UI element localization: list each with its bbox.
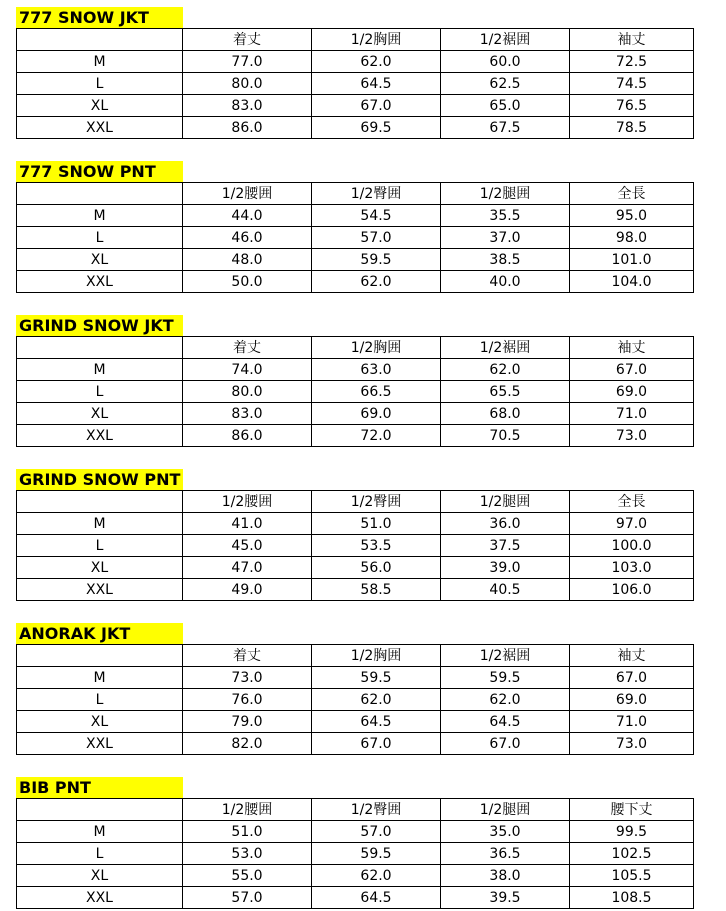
size-table bbox=[16, 336, 694, 447]
measurement-cell: 69.5 bbox=[312, 117, 441, 139]
chart-title: BIB PNT bbox=[19, 778, 91, 797]
size-chart-block bbox=[0, 469, 726, 601]
header-corner-cell bbox=[17, 491, 183, 513]
measurement-cell: 64.5 bbox=[312, 887, 441, 909]
column-header: 着丈 bbox=[183, 29, 312, 51]
column-header: 1/2裾囲 bbox=[441, 29, 570, 51]
column-header: 1/2胸囲 bbox=[312, 29, 441, 51]
header-corner-cell bbox=[17, 337, 183, 359]
measurement-cell: 62.0 bbox=[312, 51, 441, 73]
table-row bbox=[17, 403, 694, 425]
size-label: L bbox=[17, 381, 183, 403]
column-header: 1/2臀囲 bbox=[312, 183, 441, 205]
size-label: M bbox=[17, 513, 183, 535]
measurement-cell: 65.5 bbox=[441, 381, 570, 403]
measurement-cell: 99.5 bbox=[570, 821, 694, 843]
measurement-cell: 38.0 bbox=[441, 865, 570, 887]
size-label: XXL bbox=[17, 271, 183, 293]
size-chart-block bbox=[0, 315, 726, 447]
measurement-cell: 86.0 bbox=[183, 117, 312, 139]
table-row bbox=[17, 689, 694, 711]
chart-title-highlight bbox=[16, 469, 183, 491]
table-row bbox=[17, 249, 694, 271]
header-corner-cell bbox=[17, 29, 183, 51]
table-row bbox=[17, 579, 694, 601]
header-corner-cell bbox=[17, 183, 183, 205]
size-table bbox=[16, 28, 694, 139]
chart-title: ANORAK JKT bbox=[19, 624, 131, 643]
measurement-cell: 72.5 bbox=[570, 51, 694, 73]
table-row bbox=[17, 73, 694, 95]
measurement-cell: 63.0 bbox=[312, 359, 441, 381]
measurement-cell: 73.0 bbox=[570, 425, 694, 447]
table-row bbox=[17, 865, 694, 887]
measurement-cell: 64.5 bbox=[312, 73, 441, 95]
column-header: 1/2腿囲 bbox=[441, 799, 570, 821]
measurement-cell: 103.0 bbox=[570, 557, 694, 579]
size-label: XL bbox=[17, 95, 183, 117]
measurement-cell: 35.5 bbox=[441, 205, 570, 227]
table-row bbox=[17, 117, 694, 139]
measurement-cell: 53.5 bbox=[312, 535, 441, 557]
column-header: 袖丈 bbox=[570, 29, 694, 51]
column-header: 袖丈 bbox=[570, 645, 694, 667]
measurement-cell: 69.0 bbox=[312, 403, 441, 425]
measurement-cell: 35.0 bbox=[441, 821, 570, 843]
column-header: 袖丈 bbox=[570, 337, 694, 359]
table-header-row bbox=[17, 183, 694, 205]
size-label: XL bbox=[17, 865, 183, 887]
measurement-cell: 38.5 bbox=[441, 249, 570, 271]
measurement-cell: 76.0 bbox=[183, 689, 312, 711]
measurement-cell: 69.0 bbox=[570, 381, 694, 403]
measurement-cell: 71.0 bbox=[570, 403, 694, 425]
table-row bbox=[17, 205, 694, 227]
table-row bbox=[17, 667, 694, 689]
measurement-cell: 48.0 bbox=[183, 249, 312, 271]
table-row bbox=[17, 821, 694, 843]
size-label: XXL bbox=[17, 733, 183, 755]
size-label: XL bbox=[17, 403, 183, 425]
measurement-cell: 86.0 bbox=[183, 425, 312, 447]
column-header: 1/2裾囲 bbox=[441, 337, 570, 359]
measurement-cell: 39.5 bbox=[441, 887, 570, 909]
table-header-row bbox=[17, 337, 694, 359]
column-header: 1/2腰囲 bbox=[183, 183, 312, 205]
table-row bbox=[17, 887, 694, 909]
column-header: 着丈 bbox=[183, 645, 312, 667]
measurement-cell: 47.0 bbox=[183, 557, 312, 579]
size-label: M bbox=[17, 821, 183, 843]
measurement-cell: 106.0 bbox=[570, 579, 694, 601]
measurement-cell: 67.0 bbox=[312, 95, 441, 117]
measurement-cell: 62.0 bbox=[312, 689, 441, 711]
measurement-cell: 68.0 bbox=[441, 403, 570, 425]
table-row bbox=[17, 557, 694, 579]
measurement-cell: 98.0 bbox=[570, 227, 694, 249]
column-header: 1/2胸囲 bbox=[312, 645, 441, 667]
size-label: L bbox=[17, 843, 183, 865]
measurement-cell: 105.5 bbox=[570, 865, 694, 887]
measurement-cell: 49.0 bbox=[183, 579, 312, 601]
measurement-cell: 53.0 bbox=[183, 843, 312, 865]
table-row bbox=[17, 95, 694, 117]
table-header-row bbox=[17, 491, 694, 513]
measurement-cell: 41.0 bbox=[183, 513, 312, 535]
size-label: XXL bbox=[17, 425, 183, 447]
measurement-cell: 67.0 bbox=[570, 667, 694, 689]
measurement-cell: 54.5 bbox=[312, 205, 441, 227]
chart-title-highlight bbox=[16, 623, 183, 645]
column-header: 1/2腿囲 bbox=[441, 183, 570, 205]
table-row bbox=[17, 381, 694, 403]
size-table bbox=[16, 644, 694, 755]
measurement-cell: 51.0 bbox=[183, 821, 312, 843]
chart-title-highlight bbox=[16, 7, 183, 29]
measurement-cell: 62.0 bbox=[441, 689, 570, 711]
measurement-cell: 46.0 bbox=[183, 227, 312, 249]
measurement-cell: 67.5 bbox=[441, 117, 570, 139]
measurement-cell: 57.0 bbox=[312, 821, 441, 843]
measurement-cell: 60.0 bbox=[441, 51, 570, 73]
size-label: M bbox=[17, 51, 183, 73]
chart-title: GRIND SNOW JKT bbox=[19, 316, 174, 335]
size-label: M bbox=[17, 667, 183, 689]
size-chart-block bbox=[0, 7, 726, 139]
measurement-cell: 36.5 bbox=[441, 843, 570, 865]
column-header: 着丈 bbox=[183, 337, 312, 359]
measurement-cell: 56.0 bbox=[312, 557, 441, 579]
table-header-row bbox=[17, 799, 694, 821]
measurement-cell: 57.0 bbox=[183, 887, 312, 909]
size-table bbox=[16, 798, 694, 909]
measurement-cell: 55.0 bbox=[183, 865, 312, 887]
measurement-cell: 77.0 bbox=[183, 51, 312, 73]
measurement-cell: 108.5 bbox=[570, 887, 694, 909]
column-header: 腰下丈 bbox=[570, 799, 694, 821]
measurement-cell: 45.0 bbox=[183, 535, 312, 557]
measurement-cell: 73.0 bbox=[570, 733, 694, 755]
chart-title: 777 SNOW PNT bbox=[19, 162, 156, 181]
column-header: 全長 bbox=[570, 183, 694, 205]
size-label: XL bbox=[17, 711, 183, 733]
measurement-cell: 59.5 bbox=[312, 843, 441, 865]
chart-title-highlight bbox=[16, 161, 183, 183]
size-label: XXL bbox=[17, 887, 183, 909]
size-table bbox=[16, 182, 694, 293]
measurement-cell: 74.5 bbox=[570, 73, 694, 95]
measurement-cell: 83.0 bbox=[183, 95, 312, 117]
measurement-cell: 40.5 bbox=[441, 579, 570, 601]
measurement-cell: 64.5 bbox=[312, 711, 441, 733]
measurement-cell: 74.0 bbox=[183, 359, 312, 381]
measurement-cell: 51.0 bbox=[312, 513, 441, 535]
measurement-cell: 82.0 bbox=[183, 733, 312, 755]
table-row bbox=[17, 359, 694, 381]
table-header-row bbox=[17, 645, 694, 667]
measurement-cell: 36.0 bbox=[441, 513, 570, 535]
size-label: XXL bbox=[17, 579, 183, 601]
chart-title-highlight bbox=[16, 777, 183, 799]
size-label: XL bbox=[17, 557, 183, 579]
measurement-cell: 71.0 bbox=[570, 711, 694, 733]
measurement-cell: 83.0 bbox=[183, 403, 312, 425]
measurement-cell: 70.5 bbox=[441, 425, 570, 447]
size-label: L bbox=[17, 535, 183, 557]
measurement-cell: 69.0 bbox=[570, 689, 694, 711]
measurement-cell: 67.0 bbox=[441, 733, 570, 755]
size-chart-block bbox=[0, 623, 726, 755]
measurement-cell: 62.5 bbox=[441, 73, 570, 95]
measurement-cell: 58.5 bbox=[312, 579, 441, 601]
measurement-cell: 59.5 bbox=[312, 667, 441, 689]
measurement-cell: 65.0 bbox=[441, 95, 570, 117]
chart-title: 777 SNOW JKT bbox=[19, 8, 149, 27]
column-header: 1/2腰囲 bbox=[183, 491, 312, 513]
measurement-cell: 79.0 bbox=[183, 711, 312, 733]
measurement-cell: 104.0 bbox=[570, 271, 694, 293]
chart-title: GRIND SNOW PNT bbox=[19, 470, 181, 489]
measurement-cell: 80.0 bbox=[183, 381, 312, 403]
measurement-cell: 37.5 bbox=[441, 535, 570, 557]
table-row bbox=[17, 51, 694, 73]
measurement-cell: 64.5 bbox=[441, 711, 570, 733]
column-header: 1/2腰囲 bbox=[183, 799, 312, 821]
size-chart-block bbox=[0, 161, 726, 293]
size-chart-block bbox=[0, 777, 726, 909]
size-label: M bbox=[17, 359, 183, 381]
size-table bbox=[16, 490, 694, 601]
measurement-cell: 67.0 bbox=[312, 733, 441, 755]
measurement-cell: 97.0 bbox=[570, 513, 694, 535]
measurement-cell: 40.0 bbox=[441, 271, 570, 293]
size-label: L bbox=[17, 689, 183, 711]
measurement-cell: 102.5 bbox=[570, 843, 694, 865]
table-row bbox=[17, 227, 694, 249]
measurement-cell: 100.0 bbox=[570, 535, 694, 557]
column-header: 全長 bbox=[570, 491, 694, 513]
measurement-cell: 62.0 bbox=[312, 271, 441, 293]
measurement-cell: 57.0 bbox=[312, 227, 441, 249]
column-header: 1/2裾囲 bbox=[441, 645, 570, 667]
table-row bbox=[17, 733, 694, 755]
column-header: 1/2腿囲 bbox=[441, 491, 570, 513]
measurement-cell: 50.0 bbox=[183, 271, 312, 293]
measurement-cell: 78.5 bbox=[570, 117, 694, 139]
measurement-cell: 37.0 bbox=[441, 227, 570, 249]
header-corner-cell bbox=[17, 799, 183, 821]
chart-title-highlight bbox=[16, 315, 183, 337]
measurement-cell: 62.0 bbox=[312, 865, 441, 887]
measurement-cell: 39.0 bbox=[441, 557, 570, 579]
measurement-cell: 67.0 bbox=[570, 359, 694, 381]
size-label: L bbox=[17, 227, 183, 249]
measurement-cell: 95.0 bbox=[570, 205, 694, 227]
table-row bbox=[17, 271, 694, 293]
measurement-cell: 59.5 bbox=[441, 667, 570, 689]
measurement-cell: 76.5 bbox=[570, 95, 694, 117]
column-header: 1/2臀囲 bbox=[312, 799, 441, 821]
table-row bbox=[17, 513, 694, 535]
measurement-cell: 73.0 bbox=[183, 667, 312, 689]
size-label: XXL bbox=[17, 117, 183, 139]
measurement-cell: 66.5 bbox=[312, 381, 441, 403]
header-corner-cell bbox=[17, 645, 183, 667]
size-label: XL bbox=[17, 249, 183, 271]
measurement-cell: 44.0 bbox=[183, 205, 312, 227]
column-header: 1/2臀囲 bbox=[312, 491, 441, 513]
table-row bbox=[17, 535, 694, 557]
measurement-cell: 80.0 bbox=[183, 73, 312, 95]
table-row bbox=[17, 843, 694, 865]
column-header: 1/2胸囲 bbox=[312, 337, 441, 359]
measurement-cell: 59.5 bbox=[312, 249, 441, 271]
measurement-cell: 72.0 bbox=[312, 425, 441, 447]
table-row bbox=[17, 711, 694, 733]
table-header-row bbox=[17, 29, 694, 51]
measurement-cell: 101.0 bbox=[570, 249, 694, 271]
measurement-cell: 62.0 bbox=[441, 359, 570, 381]
size-label: L bbox=[17, 73, 183, 95]
table-row bbox=[17, 425, 694, 447]
size-label: M bbox=[17, 205, 183, 227]
